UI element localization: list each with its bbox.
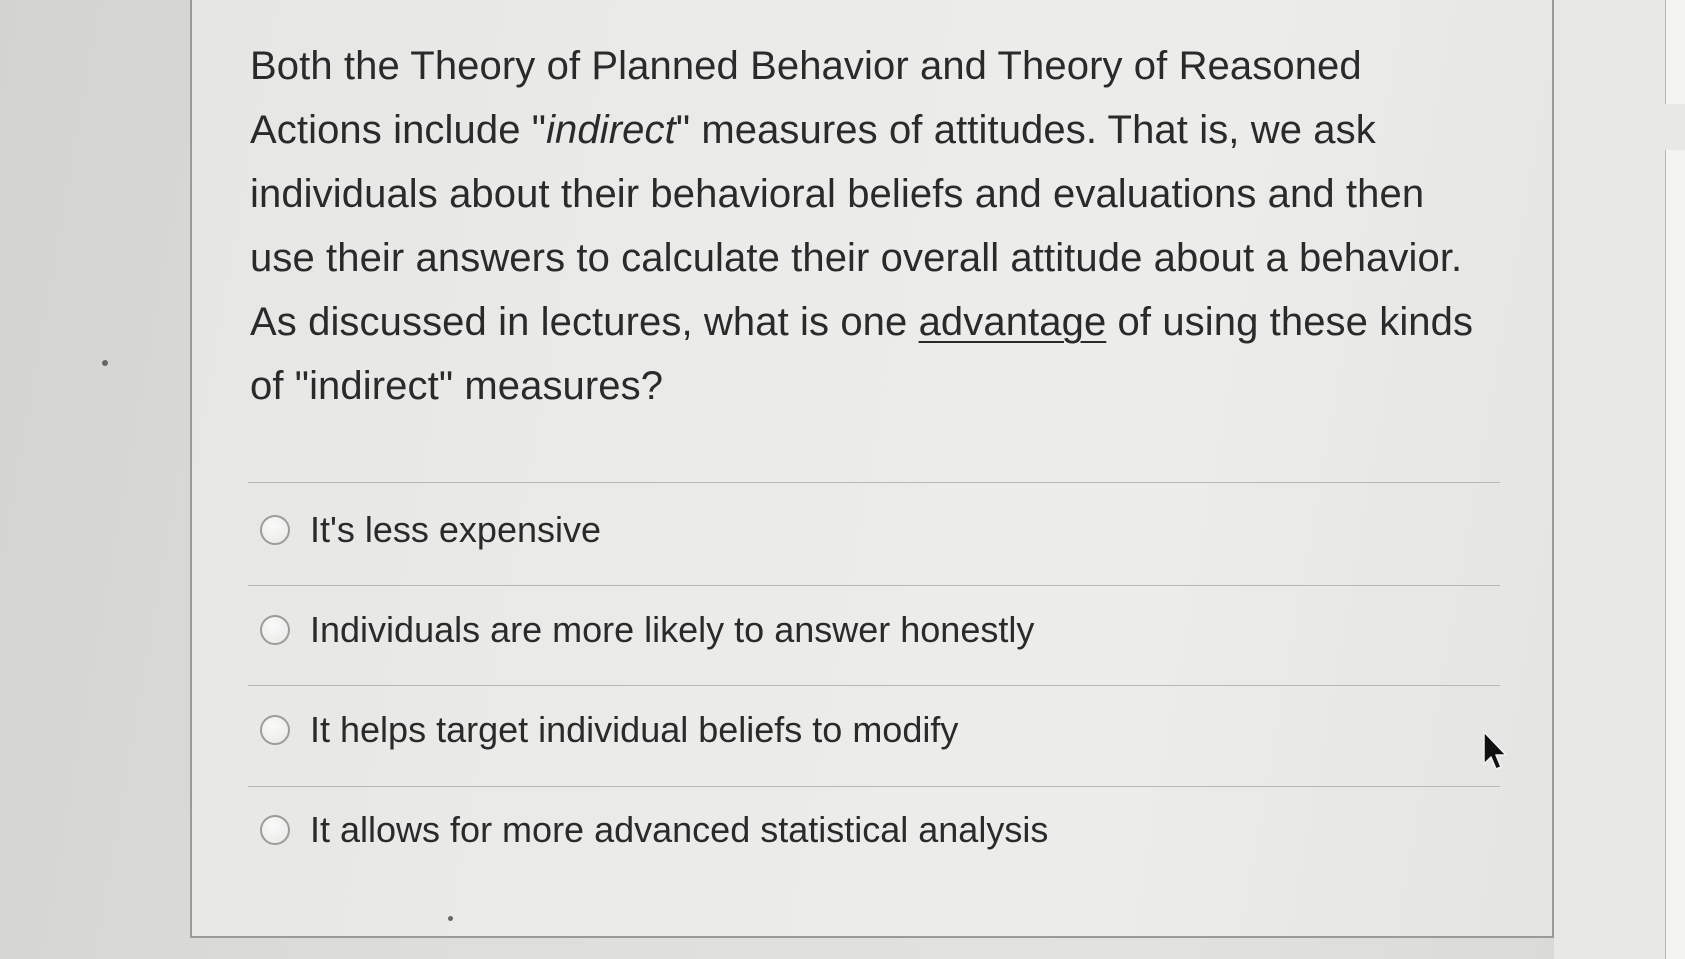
divider xyxy=(248,786,1500,787)
divider xyxy=(248,585,1500,586)
radio-button-icon[interactable] xyxy=(260,715,290,745)
question-emphasis: indirect xyxy=(546,108,676,152)
question-text-part-3: of using these kinds of "indirect" measures? xyxy=(250,300,1474,408)
answer-option-2[interactable] xyxy=(260,606,1034,654)
mouse-pointer-icon xyxy=(1480,730,1510,774)
answer-option-1[interactable] xyxy=(260,506,601,554)
scrollbar-track-top[interactable] xyxy=(1665,0,1685,104)
question-text-part-1: Both the Theory of Planned Behavior and Theory of Reasoned Actions include " xyxy=(250,44,1362,152)
radio-button-icon[interactable] xyxy=(260,815,290,845)
radio-button-icon[interactable] xyxy=(260,515,290,545)
question-underlined-word: advantage xyxy=(918,300,1107,344)
answer-option-label: Individuals are more likely to answer honestly xyxy=(310,609,1035,650)
scrollbar-track[interactable] xyxy=(1665,150,1685,959)
quiz-question-card xyxy=(190,0,1554,938)
question-text xyxy=(250,34,1490,418)
answer-option-3[interactable] xyxy=(260,706,958,754)
question-text-part-2: " measures of attitudes. That is, we ask individuals about their behavioral beliefs and evaluations and then use their answers to calculate their overall attitude about a behavior. As discussed in lectures, what is one xyxy=(250,108,1463,344)
screen-speck xyxy=(448,916,453,921)
answer-option-label: It's less expensive xyxy=(310,509,602,550)
radio-button-icon[interactable] xyxy=(260,615,290,645)
answer-option-label: It allows for more advanced statistical analysis xyxy=(310,809,1049,850)
right-side-panel xyxy=(1554,0,1685,959)
answer-option-label: It helps target individual beliefs to modify xyxy=(310,709,959,750)
divider xyxy=(248,482,1500,483)
divider xyxy=(248,685,1500,686)
answer-option-4[interactable] xyxy=(260,806,1048,854)
screen-speck xyxy=(102,360,108,366)
